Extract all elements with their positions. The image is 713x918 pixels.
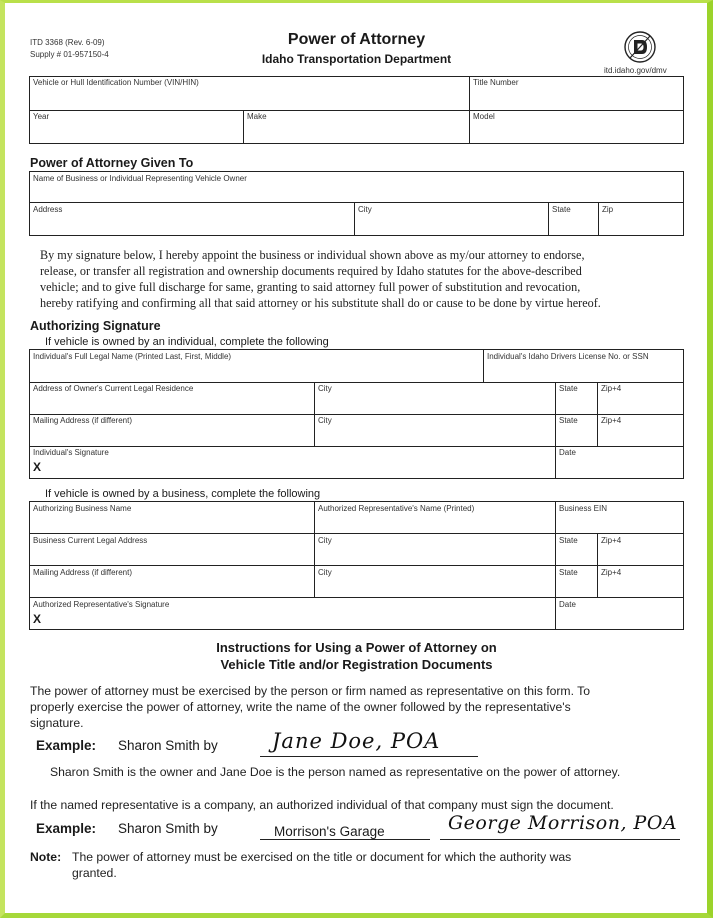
owner-residence-city-field[interactable]: City [318,384,332,393]
owner-mailing-address-field[interactable]: Mailing Address (if different) [33,416,133,425]
note-line-1: The power of attorney must be exercised on the title or document for which the authority was [72,850,572,864]
business-mailing-city-field[interactable]: City [318,568,332,577]
divider [29,202,684,203]
divider [29,414,684,415]
vin-field[interactable]: Vehicle or Hull Identification Number (VIN/HIN) [33,78,199,87]
model-field[interactable]: Model [473,112,495,121]
supply-number: Supply # 01-957150-4 [30,50,109,59]
divider [555,501,556,630]
business-mailing-state-field[interactable]: State [559,568,578,577]
divider [354,202,355,236]
signature-x-mark: X [33,460,42,474]
signature-x-mark: X [33,612,42,626]
signature-line [440,839,680,840]
instructions-title-line-1: Instructions for Using a Power of Attorney on [216,640,497,655]
individual-full-name-field[interactable]: Individual's Full Legal Name (Printed Last, First, Middle) [33,352,232,361]
instructions-para-1-line-1: The power of attorney must be exercised by the person or firm named as representative on this form. To [30,684,590,698]
owner-residence-zip-field[interactable]: Zip+4 [601,384,622,393]
business-date-field[interactable]: Date [559,600,576,609]
owner-residence-address-field[interactable]: Address of Owner's Current Legal Residence [33,384,194,393]
company-line [260,839,430,840]
page-title: Power of Attorney [287,31,426,48]
make-field[interactable]: Make [247,112,267,121]
example-label: Example: [36,821,97,836]
instructions-para-2: If the named representative is a company, an authorized individual of that company must sign the document. [30,798,614,812]
representative-signature-field[interactable]: Authorized Representative's Signature [33,600,170,609]
form-number: ITD 3368 (Rev. 6-09) [30,38,105,47]
divider [29,565,684,566]
divider [314,382,315,446]
divider [548,202,549,236]
year-field[interactable]: Year [33,112,50,121]
note-line-2: granted. [72,866,117,880]
representative-printed-name-field[interactable]: Authorized Representative's Name (Printed) [318,504,475,513]
representative-city-field[interactable]: City [358,205,372,214]
representative-address-field[interactable]: Address [33,205,63,214]
example-explanation: Sharon Smith is the owner and Jane Doe is the person named as representative on the power of attorney. [50,765,621,779]
representative-zip-field[interactable]: Zip [602,205,614,214]
owner-residence-state-field[interactable]: State [559,384,578,393]
business-mailing-zip-field[interactable]: Zip+4 [601,568,622,577]
divider [29,446,684,447]
representative-state-field[interactable]: State [552,205,571,214]
statement-line-4: hereby ratifying and confirming all that said attorney or his substitute shall do or cause to be done by virtue hereof. [40,296,601,310]
business-name-field[interactable]: Authorizing Business Name [33,504,132,513]
business-city-field[interactable]: City [318,536,332,545]
divider [29,382,684,383]
owner-mailing-city-field[interactable]: City [318,416,332,425]
example-company: Morrison's Garage [274,824,385,839]
example-signature: Jane Doe, POA [272,729,441,753]
authorizing-heading: Authorizing Signature [30,319,161,333]
business-state-field[interactable]: State [559,536,578,545]
instructions-para-1-line-2: properly exercise the power of attorney, write the name of the owner followed by the representative's [30,700,571,714]
example-owner: Sharon Smith by [118,738,218,753]
divider [29,597,684,598]
individual-signature-field[interactable]: Individual's Signature [33,448,109,457]
dmv-url: itd.idaho.gov/dmv [604,66,667,75]
example-label: Example: [36,738,97,753]
owner-mailing-zip-field[interactable]: Zip+4 [601,416,622,425]
business-intro: If vehicle is owned by a business, complete the following [45,488,321,500]
title-number-field[interactable]: Title Number [473,78,519,87]
idaho-transportation-seal-icon [620,30,660,64]
business-address-field[interactable]: Business Current Legal Address [33,536,148,545]
business-mailing-address-field[interactable]: Mailing Address (if different) [33,568,133,577]
signature-line [260,756,478,757]
statement-line-3: vehicle; and to give full discharge for same, granting to said attorney full power of substitution and revocation, [40,280,581,294]
business-ein-field[interactable]: Business EIN [559,504,608,513]
divider [555,382,556,479]
statement-line-2: release, or transfer all registration and ownership documents required by Idaho statutes for the above-described [40,264,582,278]
statement-line-1: By my signature below, I hereby appoint the business or individual shown above as my/our attorney to endorse, [40,248,585,262]
owner-mailing-state-field[interactable]: State [559,416,578,425]
divider [598,202,599,236]
divider [243,110,244,144]
instructions-para-1-line-3: signature. [30,716,84,730]
example-owner: Sharon Smith by [118,821,218,836]
divider [483,349,484,382]
note-label: Note: [30,850,62,864]
department-name: Idaho Transportation Department [261,52,452,66]
divider [597,533,598,597]
divider [29,110,684,111]
divider [597,382,598,446]
representative-name-field[interactable]: Name of Business or Individual Representing Vehicle Owner [33,174,247,183]
individual-date-field[interactable]: Date [559,448,576,457]
example-signature: George Morrison, POA [448,812,678,834]
individual-license-field[interactable]: Individual's Idaho Drivers License No. or SSN [487,352,649,361]
divider [469,76,470,144]
individual-intro: If vehicle is owned by an individual, complete the following [45,336,329,348]
business-zip-field[interactable]: Zip+4 [601,536,622,545]
divider [314,501,315,597]
instructions-title-line-2: Vehicle Title and/or Registration Documents [220,657,493,672]
divider [29,533,684,534]
given-to-heading: Power of Attorney Given To [30,156,194,170]
